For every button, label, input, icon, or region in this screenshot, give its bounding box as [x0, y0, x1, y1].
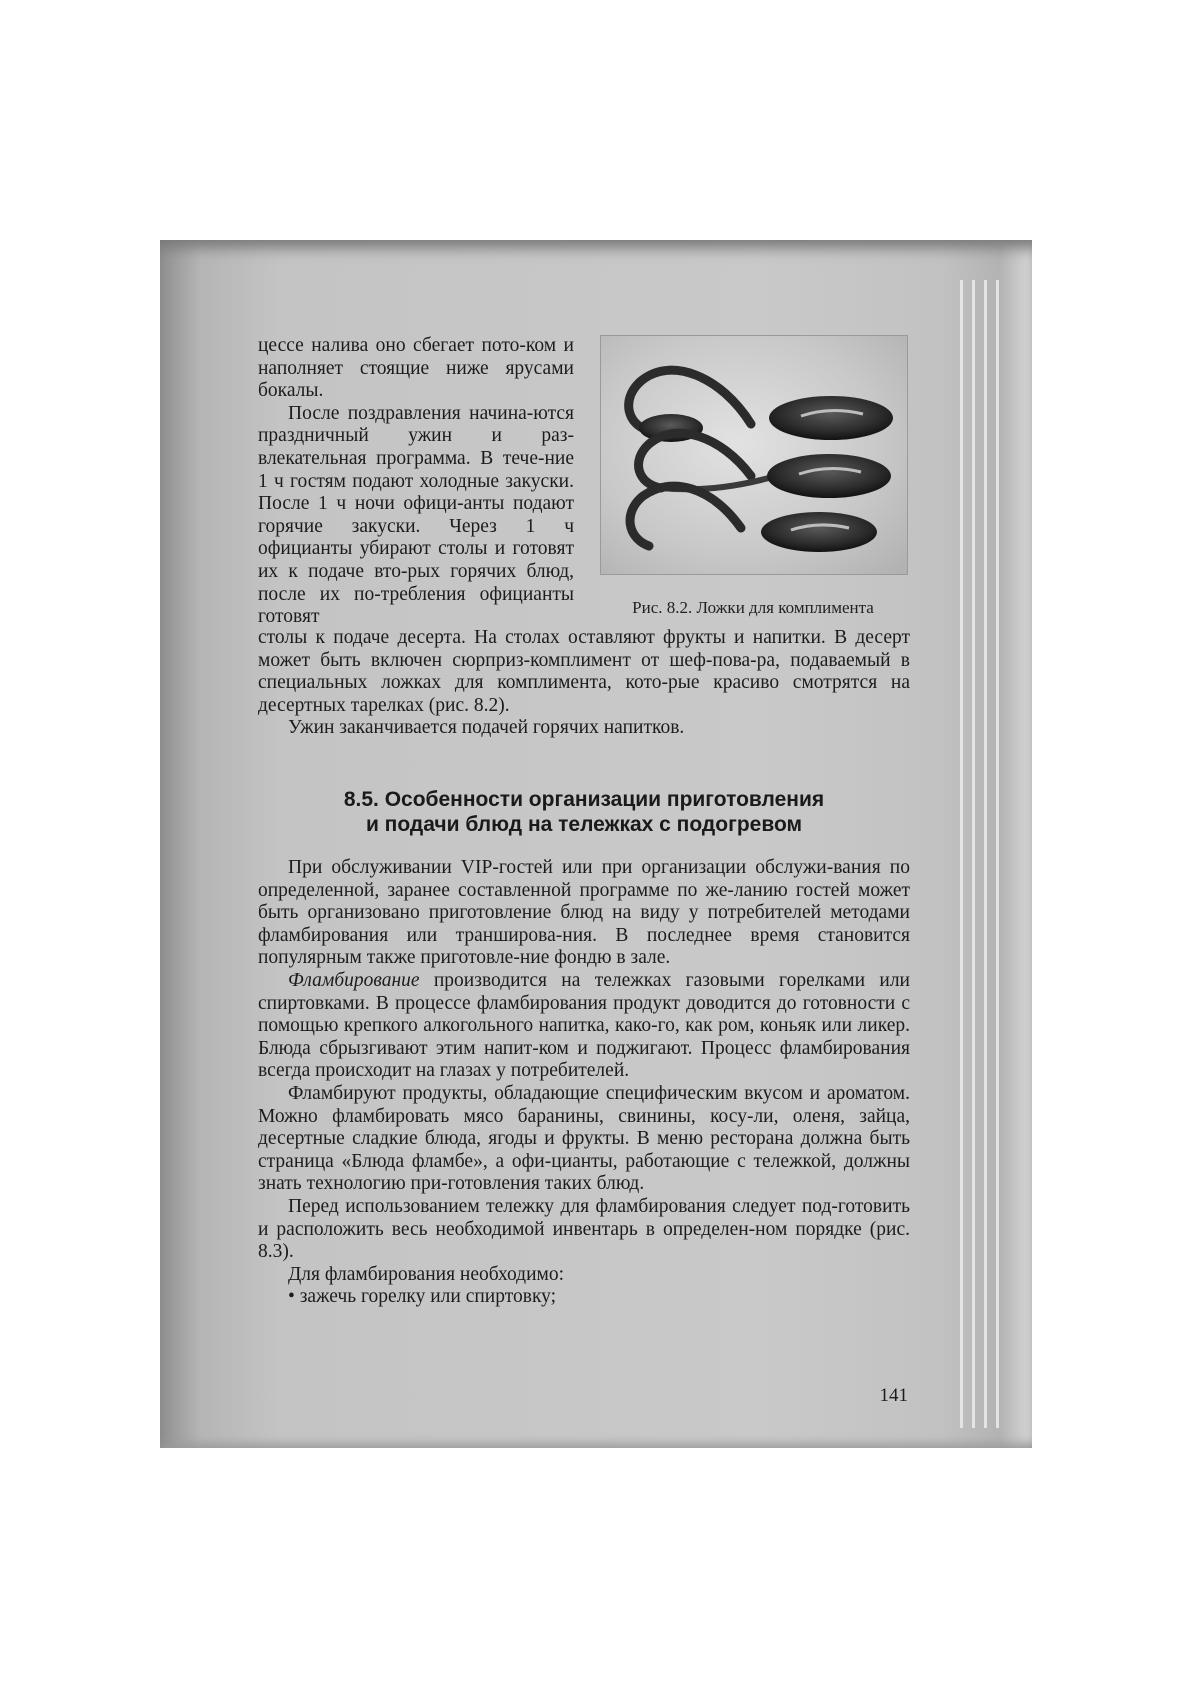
paragraph: При обслуживании VIP-гостей или при организации обслужи-вания по определенной, заранее составленной программе по же-ланию гостей может быть организовано приготовление блюд на виду у потребителей методами фламбирования или транширова-ния. В последнее время становится популярным также приготовле-ние фондю в зале.: [258, 857, 910, 969]
section-heading: [258, 787, 910, 837]
page-edge: [972, 280, 975, 1428]
section-body: [258, 857, 910, 1309]
figure-8-2: [596, 335, 910, 620]
intro-column: [258, 335, 574, 629]
page-number: 141: [879, 1385, 908, 1406]
paragraph: Ужин заканчивается подачей горячих напитков.: [288, 717, 685, 739]
spoons-photo: [600, 335, 908, 575]
term-flambirovanie: Фламбирование: [288, 969, 420, 991]
page-edge: [984, 280, 987, 1428]
list-item: • зажечь горелку или спиртовку;: [288, 1286, 557, 1308]
paragraph-text: производится на тележках газовыми горелками или спиртовками. В процессе фламбирования продукт доводится до готовности с помощью крепкого алкогольного напитка, како-го, как ром, коньяк или ликер. Блюда сбрызгивают этим напит-ком и поджигают. Процесс фламбирования всегда происходит на глазах у потребителей.: [258, 969, 910, 1082]
paragraph: Фламбируют продукты, обладающие специфическим вкусом и ароматом. Можно фламбировать мясо баранины, свинины, косу-ли, оленя, зайца, десертные сладкие блюда, ягоды и фрукты. В меню ресторана должна быть страница «Блюда фламбе», а офи-цианты, работающие с тележкой, должны знать технологию при-готовления таких блюд.: [258, 1082, 910, 1195]
page-edge: [996, 280, 999, 1428]
paragraph: Перед использованием тележку для фламбирования следует под-готовить и расположить весь необходимой инвентарь в определен-ном порядке (рис. 8.3).: [258, 1195, 910, 1263]
page-edge: [960, 280, 963, 1428]
spoons-illustration: [601, 336, 907, 574]
heading-line: 8.5. Особенности организации приготовления: [343, 788, 825, 811]
continuation-text: [258, 627, 910, 740]
paragraph: столы к подаче десерта. На столах оставляют фрукты и напитки. В десерт может быть включен сюрприз-комплимент от шеф-пова-ра, подаваемый в специальных ложках для комплимента, кото-рые красиво смотрятся на десертных тарелках (рис. 8.2).: [258, 627, 910, 716]
paragraph: цессе налива оно сбегает пото-ком и наполняет стоящие ниже ярусами бокалы.: [258, 335, 574, 402]
figure-caption: Рис. 8.2. Ложки для комплимента: [632, 598, 874, 617]
paragraph: Для фламбирования необходимо:: [288, 1263, 565, 1285]
paragraph: [258, 970, 910, 1083]
book-page: [258, 335, 910, 1420]
paragraph: После поздравления начина-ются праздничный ужин и раз-влекательная программа. В тече-ние 1 ч гостям подают холодные закуски. После 1 ч ночи офици-анты подают горячие закуски. Через 1 ч официанты убирают столы и готовят их к подаче вто-рых горячих блюд, после их по-требления официанты готовят: [258, 402, 574, 628]
heading-line: и подачи блюд на тележках с подогревом: [365, 813, 803, 836]
